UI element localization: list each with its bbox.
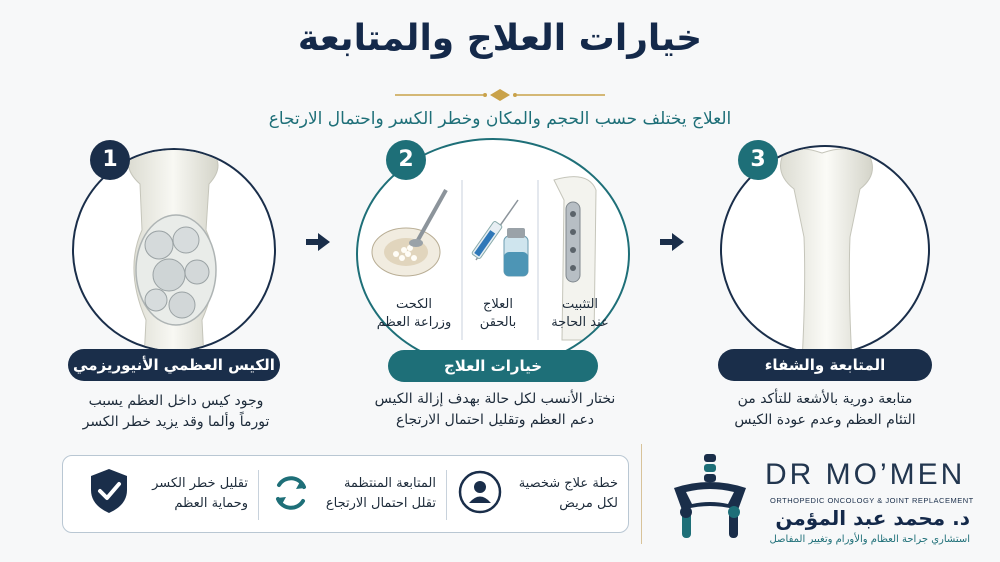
feature-personal-plan-line-2: لكل مريض xyxy=(559,496,618,511)
step-2-label: خيارات العلاج xyxy=(388,350,598,382)
refresh-cycle-icon xyxy=(270,472,312,514)
page-title: خيارات العلاج والمتابعة xyxy=(297,18,703,59)
features-separator xyxy=(446,470,447,520)
logo-tagline: ORTHOPEDIC ONCOLOGY & JOINT REPLACEMENT xyxy=(770,496,974,505)
arrow-right-icon xyxy=(304,230,332,254)
step-3-description-line-2: التئام العظم وعدم عودة الكيس xyxy=(734,412,916,428)
step-2-description xyxy=(350,389,640,431)
gold-divider xyxy=(395,88,605,102)
feature-fracture-risk xyxy=(138,474,248,514)
option-curettage-line-2: وزراعة العظم xyxy=(376,315,452,330)
step-3-description-line-1: متابعة دورية بالأشعة للتأكد من xyxy=(737,391,913,407)
step-2-description-line-1: نختار الأنسب لكل حالة بهدف إزالة الكيس xyxy=(374,391,616,407)
page-subtitle: العلاج يختلف حسب الحجم والمكان وخطر الكسر واحتمال الارتجاع xyxy=(268,109,732,129)
feature-fracture-risk-line-1: تقليل خطر الكسر xyxy=(152,476,248,491)
feature-regular-followup xyxy=(318,474,436,514)
feature-personal-plan-line-1: خطة علاج شخصية xyxy=(518,476,618,491)
option-injection-label xyxy=(460,296,536,332)
step-3-number: 3 xyxy=(738,140,778,180)
feature-personal-plan xyxy=(506,474,618,514)
shield-check-icon xyxy=(88,467,130,515)
step-2-description-line-2: دعم العظم وتقليل احتمال الارتجاع xyxy=(395,412,595,428)
bone-cyst-illustration xyxy=(74,150,276,352)
feature-regular-followup-line-1: المتابعة المنتظمة xyxy=(343,476,436,491)
step-1-description xyxy=(56,391,296,433)
skeleton-logo-icon xyxy=(664,452,756,540)
features-separator xyxy=(258,470,259,520)
step-1-number: 1 xyxy=(90,140,130,180)
logo-arabic-name: د. محمد عبد المؤمن xyxy=(775,506,970,530)
step-3-description xyxy=(700,389,950,431)
option-curettage-label xyxy=(370,296,458,332)
option-fixation-line-1: التثبيت xyxy=(561,297,599,312)
option-curettage-line-1: الكحت xyxy=(396,297,432,312)
option-injection-line-1: العلاج xyxy=(483,297,513,312)
feature-fracture-risk-line-2: وحماية العظم xyxy=(174,496,248,511)
person-icon xyxy=(458,470,502,514)
curette-icon xyxy=(372,190,446,276)
logo-name: DR MO’MEN xyxy=(765,458,966,491)
step-1-description-line-1: وجود كيس داخل العظم يسبب xyxy=(88,393,264,409)
step-1-description-line-2: تورماً وألما وقد يزيد خطر الكسر xyxy=(82,414,270,430)
option-fixation-label xyxy=(538,296,622,332)
step-3-label: المتابعة والشفاء xyxy=(718,349,932,381)
step-2-number: 2 xyxy=(386,140,426,180)
option-injection-line-2: بالحقن xyxy=(479,315,517,330)
logo-separator xyxy=(641,444,642,544)
vial-icon xyxy=(504,228,528,276)
step-1-label: الكيس العظمي الأنيوريزمي xyxy=(68,349,280,381)
logo-arabic-title: استشاري جراحة العظام والأورام وتغيير المفاصل xyxy=(769,534,970,545)
feature-regular-followup-line-2: تقلل احتمال الارتجاع xyxy=(325,496,436,511)
option-fixation-line-2: عند الحاجة xyxy=(551,315,609,330)
arrow-right-icon xyxy=(658,230,686,254)
